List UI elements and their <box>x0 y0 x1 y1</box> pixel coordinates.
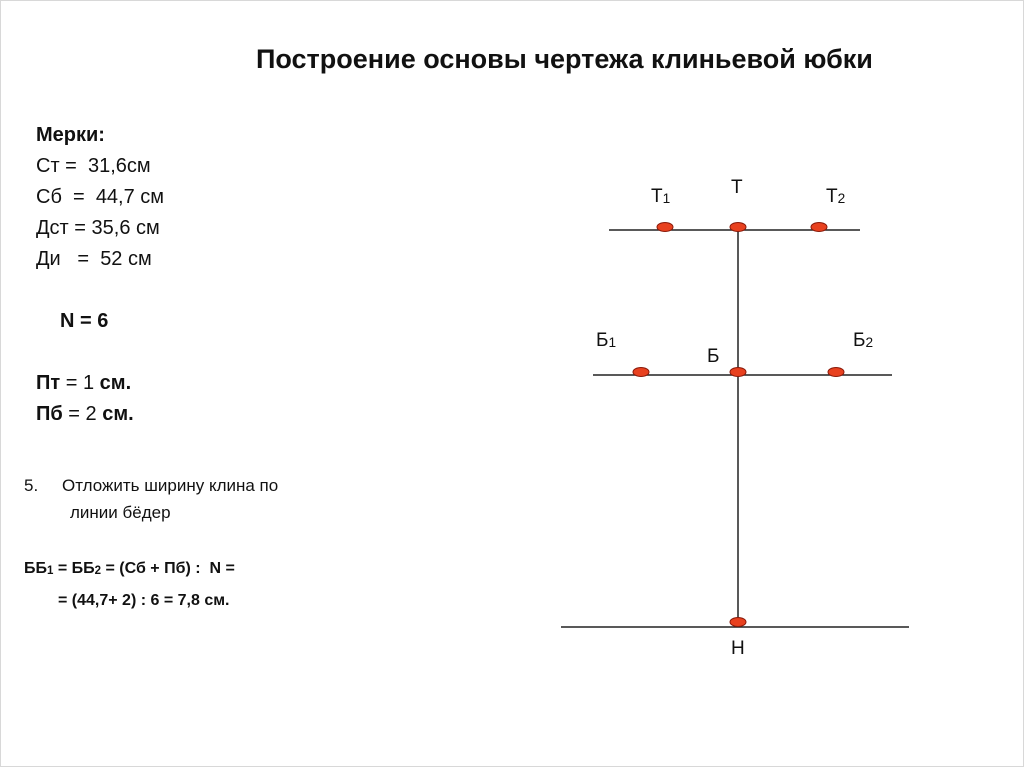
label-t: Т <box>731 177 743 198</box>
measure-st: Ст = 31,6см <box>36 155 151 177</box>
step-number: 5. <box>24 476 39 495</box>
formula-line1: $ББ_1 = ББ_2 = (Сб + Пб)$ : N = <box>24 560 235 577</box>
allowance-pt: Пт = 1 см. <box>36 372 132 394</box>
label-b: Б <box>707 346 720 367</box>
step-text-line2: линии бёдер <box>70 503 171 522</box>
point-t2 <box>811 223 827 232</box>
measure-sb: Сб = 44,7 см <box>36 186 165 208</box>
point-b <box>730 368 746 377</box>
point-t1 <box>657 223 673 232</box>
point-h <box>730 618 746 627</box>
point-b1 <box>633 368 649 377</box>
measure-di: Ди = 52 см <box>36 248 152 270</box>
formula-line2: = (44,7+ 2) : 6 = 7,8 см. <box>58 592 230 609</box>
label-b1: $Б_1$ <box>596 330 617 351</box>
panel-count: N = 6 <box>60 310 109 332</box>
label-t2: $Т_2$ <box>826 186 846 207</box>
label-b2: $Б_2$ <box>853 330 874 351</box>
step-text-line1: Отложить ширину клина по <box>62 476 279 495</box>
label-h: Н <box>731 638 745 659</box>
allowance-pb: Пб = 2 см. <box>36 403 134 425</box>
page-title: Построение основы чертежа клиньевой юбки <box>256 44 873 74</box>
point-t <box>730 223 746 232</box>
label-t1: $Т_1$ <box>651 186 671 207</box>
measurements-heading: Мерки: <box>36 124 105 146</box>
measure-dst: Дст = 35,6 см <box>36 217 160 239</box>
point-b2 <box>828 368 844 377</box>
